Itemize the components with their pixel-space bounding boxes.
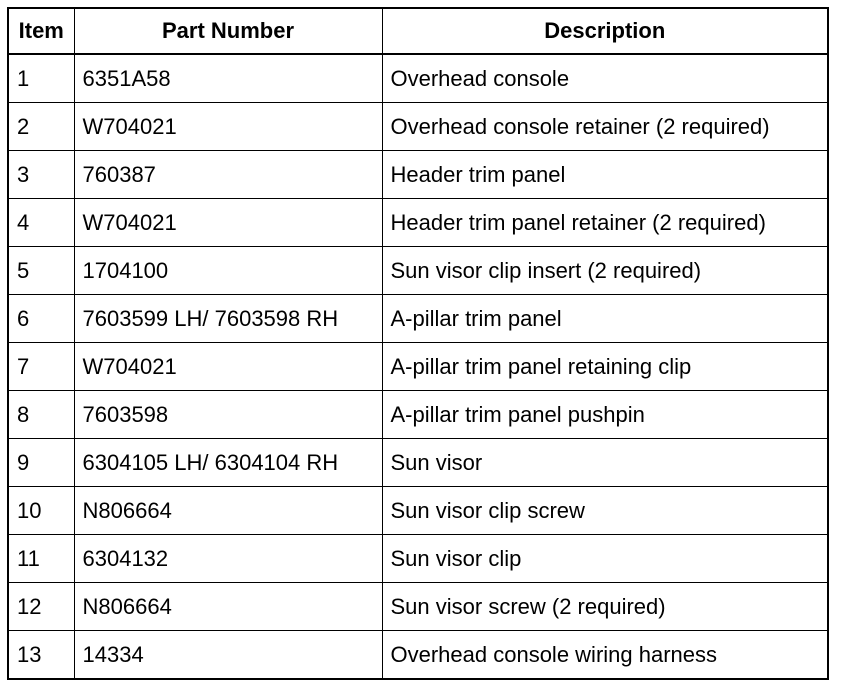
table-row [8, 295, 828, 343]
cell-description: Sun visor screw (2 required) [382, 583, 828, 631]
cell-item: 4 [8, 199, 74, 247]
cell-part-number: 7603598 [74, 391, 382, 439]
cell-description: A-pillar trim panel [382, 295, 828, 343]
cell-part-number: W704021 [74, 343, 382, 391]
table-row [8, 439, 828, 487]
header-item: Item [8, 8, 74, 54]
cell-description: Header trim panel [382, 151, 828, 199]
table-row [8, 583, 828, 631]
cell-item: 13 [8, 631, 74, 680]
cell-part-number: N806664 [74, 487, 382, 535]
table-row [8, 391, 828, 439]
cell-item: 12 [8, 583, 74, 631]
cell-part-number: W704021 [74, 103, 382, 151]
table-header [8, 8, 828, 54]
table-row [8, 103, 828, 151]
header-row [8, 8, 828, 54]
table-row [8, 631, 828, 680]
table-row [8, 535, 828, 583]
cell-description: Sun visor clip screw [382, 487, 828, 535]
cell-description: Header trim panel retainer (2 required) [382, 199, 828, 247]
cell-item: 5 [8, 247, 74, 295]
table-row [8, 247, 828, 295]
cell-description: Sun visor clip insert (2 required) [382, 247, 828, 295]
cell-item: 6 [8, 295, 74, 343]
cell-part-number: 7603599 LH/ 7603598 RH [74, 295, 382, 343]
table-row [8, 199, 828, 247]
cell-item: 11 [8, 535, 74, 583]
cell-item: 10 [8, 487, 74, 535]
cell-part-number: 760387 [74, 151, 382, 199]
cell-part-number: 6304105 LH/ 6304104 RH [74, 439, 382, 487]
cell-part-number: 14334 [74, 631, 382, 680]
cell-item: 7 [8, 343, 74, 391]
cell-description: Overhead console retainer (2 required) [382, 103, 828, 151]
cell-description: Sun visor [382, 439, 828, 487]
cell-item: 9 [8, 439, 74, 487]
cell-item: 3 [8, 151, 74, 199]
cell-item: 1 [8, 54, 74, 103]
cell-description: Sun visor clip [382, 535, 828, 583]
cell-description: A-pillar trim panel pushpin [382, 391, 828, 439]
table-body [8, 54, 828, 679]
cell-part-number: 1704100 [74, 247, 382, 295]
cell-item: 2 [8, 103, 74, 151]
cell-part-number: 6351A58 [74, 54, 382, 103]
cell-description: Overhead console wiring harness [382, 631, 828, 680]
table-row [8, 343, 828, 391]
cell-part-number: W704021 [74, 199, 382, 247]
cell-part-number: 6304132 [74, 535, 382, 583]
table-row [8, 487, 828, 535]
header-part-number: Part Number [74, 8, 382, 54]
cell-item: 8 [8, 391, 74, 439]
header-description: Description [382, 8, 828, 54]
table-row [8, 54, 828, 103]
cell-part-number: N806664 [74, 583, 382, 631]
table-row [8, 151, 828, 199]
cell-description: A-pillar trim panel retaining clip [382, 343, 828, 391]
cell-description: Overhead console [382, 54, 828, 103]
parts-table [7, 7, 829, 680]
